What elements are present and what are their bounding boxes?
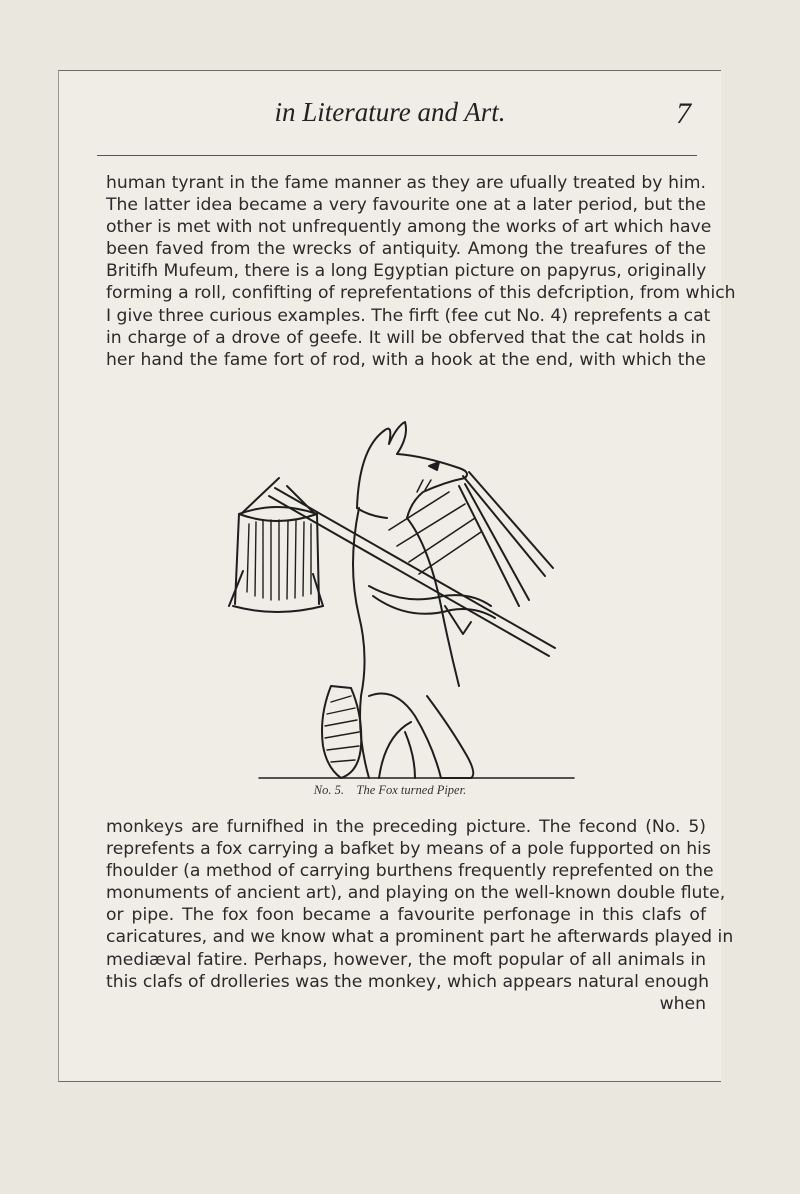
double-flute (459, 472, 553, 606)
text-line: in charge of a drove of geefe. It will be obferved that the cat holds in (106, 327, 706, 348)
text-line: I give three curious examples. The firft (fee cut No. 4) reprefents a cat (106, 305, 711, 326)
figure-caption (59, 783, 721, 798)
fox-head (357, 422, 467, 518)
running-title: in Literature and Art. (274, 97, 506, 127)
text-line: monkeys are furnifhed in the preceding picture. The fecond (No. 5) (106, 817, 706, 837)
text-line: her hand the fame fort of rod, with a hook at the end, with which the (106, 349, 706, 370)
fox-tail (322, 686, 361, 778)
text-line: Britifh Mufeum, there is a long Egyptian picture on papyrus, originally (106, 261, 707, 282)
text-line: this clafs of drolleries was the monkey, which appears natural enough (106, 971, 710, 992)
paragraph-1 (106, 172, 736, 371)
paragraph-2 (106, 816, 734, 1015)
text-line: forming a roll, confifting of reprefentations of this defcription, from which (106, 283, 736, 304)
fox-piper-illustration (219, 396, 579, 782)
book-page (58, 70, 736, 1082)
text-line: monuments of ancient art), and playing on the well-known double flute, (106, 883, 726, 904)
header-rule (97, 155, 697, 156)
text-line: human tyrant in the fame manner as they are ufually treated by him. (106, 173, 706, 193)
text-line: or pipe. The fox foon became a favourite perfonage in this clafs of (106, 905, 706, 926)
catchword: when (659, 993, 706, 1014)
text-line: other is met with not unfrequently among the works of art which have (106, 217, 712, 238)
text-line: been faved from the wrecks of antiquity. Among the treafures of the (106, 239, 706, 260)
page-number: 7 (676, 97, 691, 130)
basket (229, 507, 323, 612)
text-line: The latter idea became a very favourite one at a later period, but the (106, 195, 706, 216)
caption-title: The Fox turned Piper. (356, 783, 467, 797)
text-line: reprefents a fox carrying a bafket by means of a pole fupported on his (106, 839, 711, 860)
caption-number: No. 5. (313, 783, 344, 797)
text-line: fhoulder (a method of carrying burthens frequently reprefented on the (106, 861, 714, 882)
text-line: mediæval fatire. Perhaps, however, the moft popular of all animals in (106, 949, 706, 970)
text-line: caricatures, and we know what a prominent part he afterwards played in (106, 927, 734, 948)
